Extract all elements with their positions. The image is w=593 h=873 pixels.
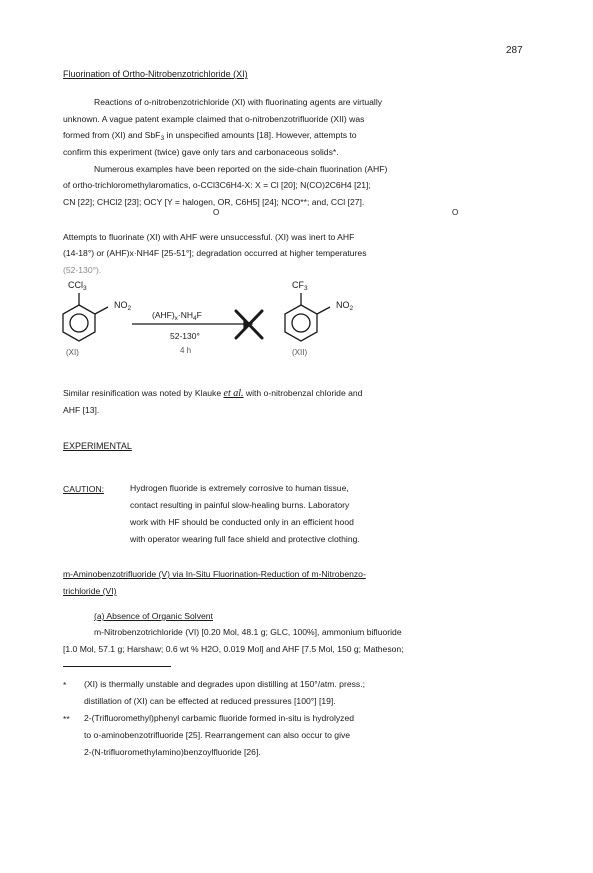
caution-label: CAUTION: [63, 484, 105, 494]
part-a-line-1: m-Nitrobenzotrichloride (VI) [0.20 Mol, 48.1 g; GLC, 100%], ammonium bifluoride [94, 627, 402, 637]
attempts-line-2: (14-18°) or (AHF)x·NH4F [25-51°]; degradation occurred at higher temperatures [63, 248, 367, 258]
subsection-heading-line-1: m-Aminobenzotrifluoride (V) via In-Situ Fluorination-Reduction of m-Nitrobenzo- [63, 569, 366, 579]
caution-line-3: work with HF should be conducted only in an efficient hood [130, 517, 354, 527]
part-a-line-2: [1.0 Mol, 57.1 g; Harshaw; 0.6 wt % H2O, 0.019 Mol] and AHF [7.5 Mol, 150 g; Matheson; [63, 644, 404, 654]
caution-line-2: contact resulting in painful slow-healing burns. Laboratory [130, 500, 350, 510]
similar-line-2: AHF [13]. [63, 405, 100, 415]
carbonyl-o-mark-1: O [213, 208, 220, 217]
footnote-1-line-1: (XI) is thermally unstable and degrades upon distilling at 150°/atm. press.; [84, 679, 365, 689]
intro-line-3: formed from (XI) and SbF$_3$ in unspecified amounts [18]. However, attempts to [63, 130, 357, 142]
footnote-2-line-1: 2-(Trifluoromethyl)phenyl carbamic fluoride formed in-situ is hydrolyzed [84, 713, 355, 723]
time-label: 4 h [180, 346, 192, 355]
temperature-label: 52-130° [170, 331, 200, 341]
left-benzene-ring [63, 293, 108, 341]
right-compound-label: (XII) [292, 348, 308, 357]
subsection-heading-line-2: trichloride (VI) [63, 586, 117, 596]
part-a-heading: (a) Absence of Organic Solvent [94, 611, 213, 621]
caution-line-1: Hydrogen fluoride is extremely corrosive to human tissue, [130, 483, 349, 493]
footnote-divider [63, 666, 171, 667]
footnote-1-mark: * [63, 680, 67, 690]
footnote-1-line-2: distillation of (XI) can be effected at reduced pressures [100°] [19]. [84, 696, 336, 706]
left-ccl3-label: CCl$_3$ [68, 280, 87, 292]
numerous-line-3: CN [22]; CHCl2 [23]; OCY [Y = halogen, OR, C6H5] [24]; NCO**; and, CCl [27]. [63, 197, 365, 207]
footnote-2-line-2: to o-aminobenzotrifluoride [25]. Rearrangement can also occur to give [84, 730, 351, 740]
intro-line-4: confirm this experiment (twice) gave only tars and carbonaceous solids*. [63, 147, 339, 157]
reagent-label: $(AHF)_x\cdot NH_4F$ [152, 310, 202, 322]
numerous-line-2: of ortho-trichloromethylaromatics, o-CCl3C6H4-X: X = Cl [20]; N(CO)2C6H4 [21]; [63, 180, 371, 190]
right-no2-label: $NO_2$ [336, 300, 354, 312]
reaction-arrow [132, 321, 252, 328]
intro-line-2: unknown. A vague patent example claimed that o-nitrobenzotrifluoride (XII) was [63, 114, 365, 124]
right-benzene-ring [285, 293, 330, 341]
intro-line-1: Reactions of o-nitrobenzotrichloride (XI) with fluorinating agents are virtually [94, 97, 383, 107]
section-heading: Fluorination of Ortho-Nitrobenzotrichloride (XI) [63, 69, 248, 79]
left-compound-label: (XI) [66, 348, 79, 357]
left-no2-label: $NO_2$ [114, 300, 132, 312]
experimental-heading: EXPERIMENTAL [63, 441, 132, 451]
attempts-line-3: (52-130°). [63, 265, 102, 275]
page-number: 287 [506, 45, 523, 56]
carbonyl-o-mark-2: O [452, 208, 459, 217]
right-cf3-label: $CF_3$ [292, 280, 308, 292]
footnote-2-line-3: 2-(N-trifluoromethylamino)benzoylfluoride [26]. [84, 747, 261, 757]
numerous-line-1: Numerous examples have been reported on the side-chain fluorination (AHF) [94, 164, 388, 174]
attempts-line-1: Attempts to fluorinate (XI) with AHF were unsuccessful. (XI) was inert to AHF [63, 232, 355, 242]
footnote-2-mark: ** [63, 714, 70, 724]
similar-line-1: Similar resinification was noted by Klauke et al. with o-nitrobenzal chloride and [63, 388, 363, 399]
caution-line-4: with operator wearing full face shield and protective clothing. [130, 534, 360, 544]
